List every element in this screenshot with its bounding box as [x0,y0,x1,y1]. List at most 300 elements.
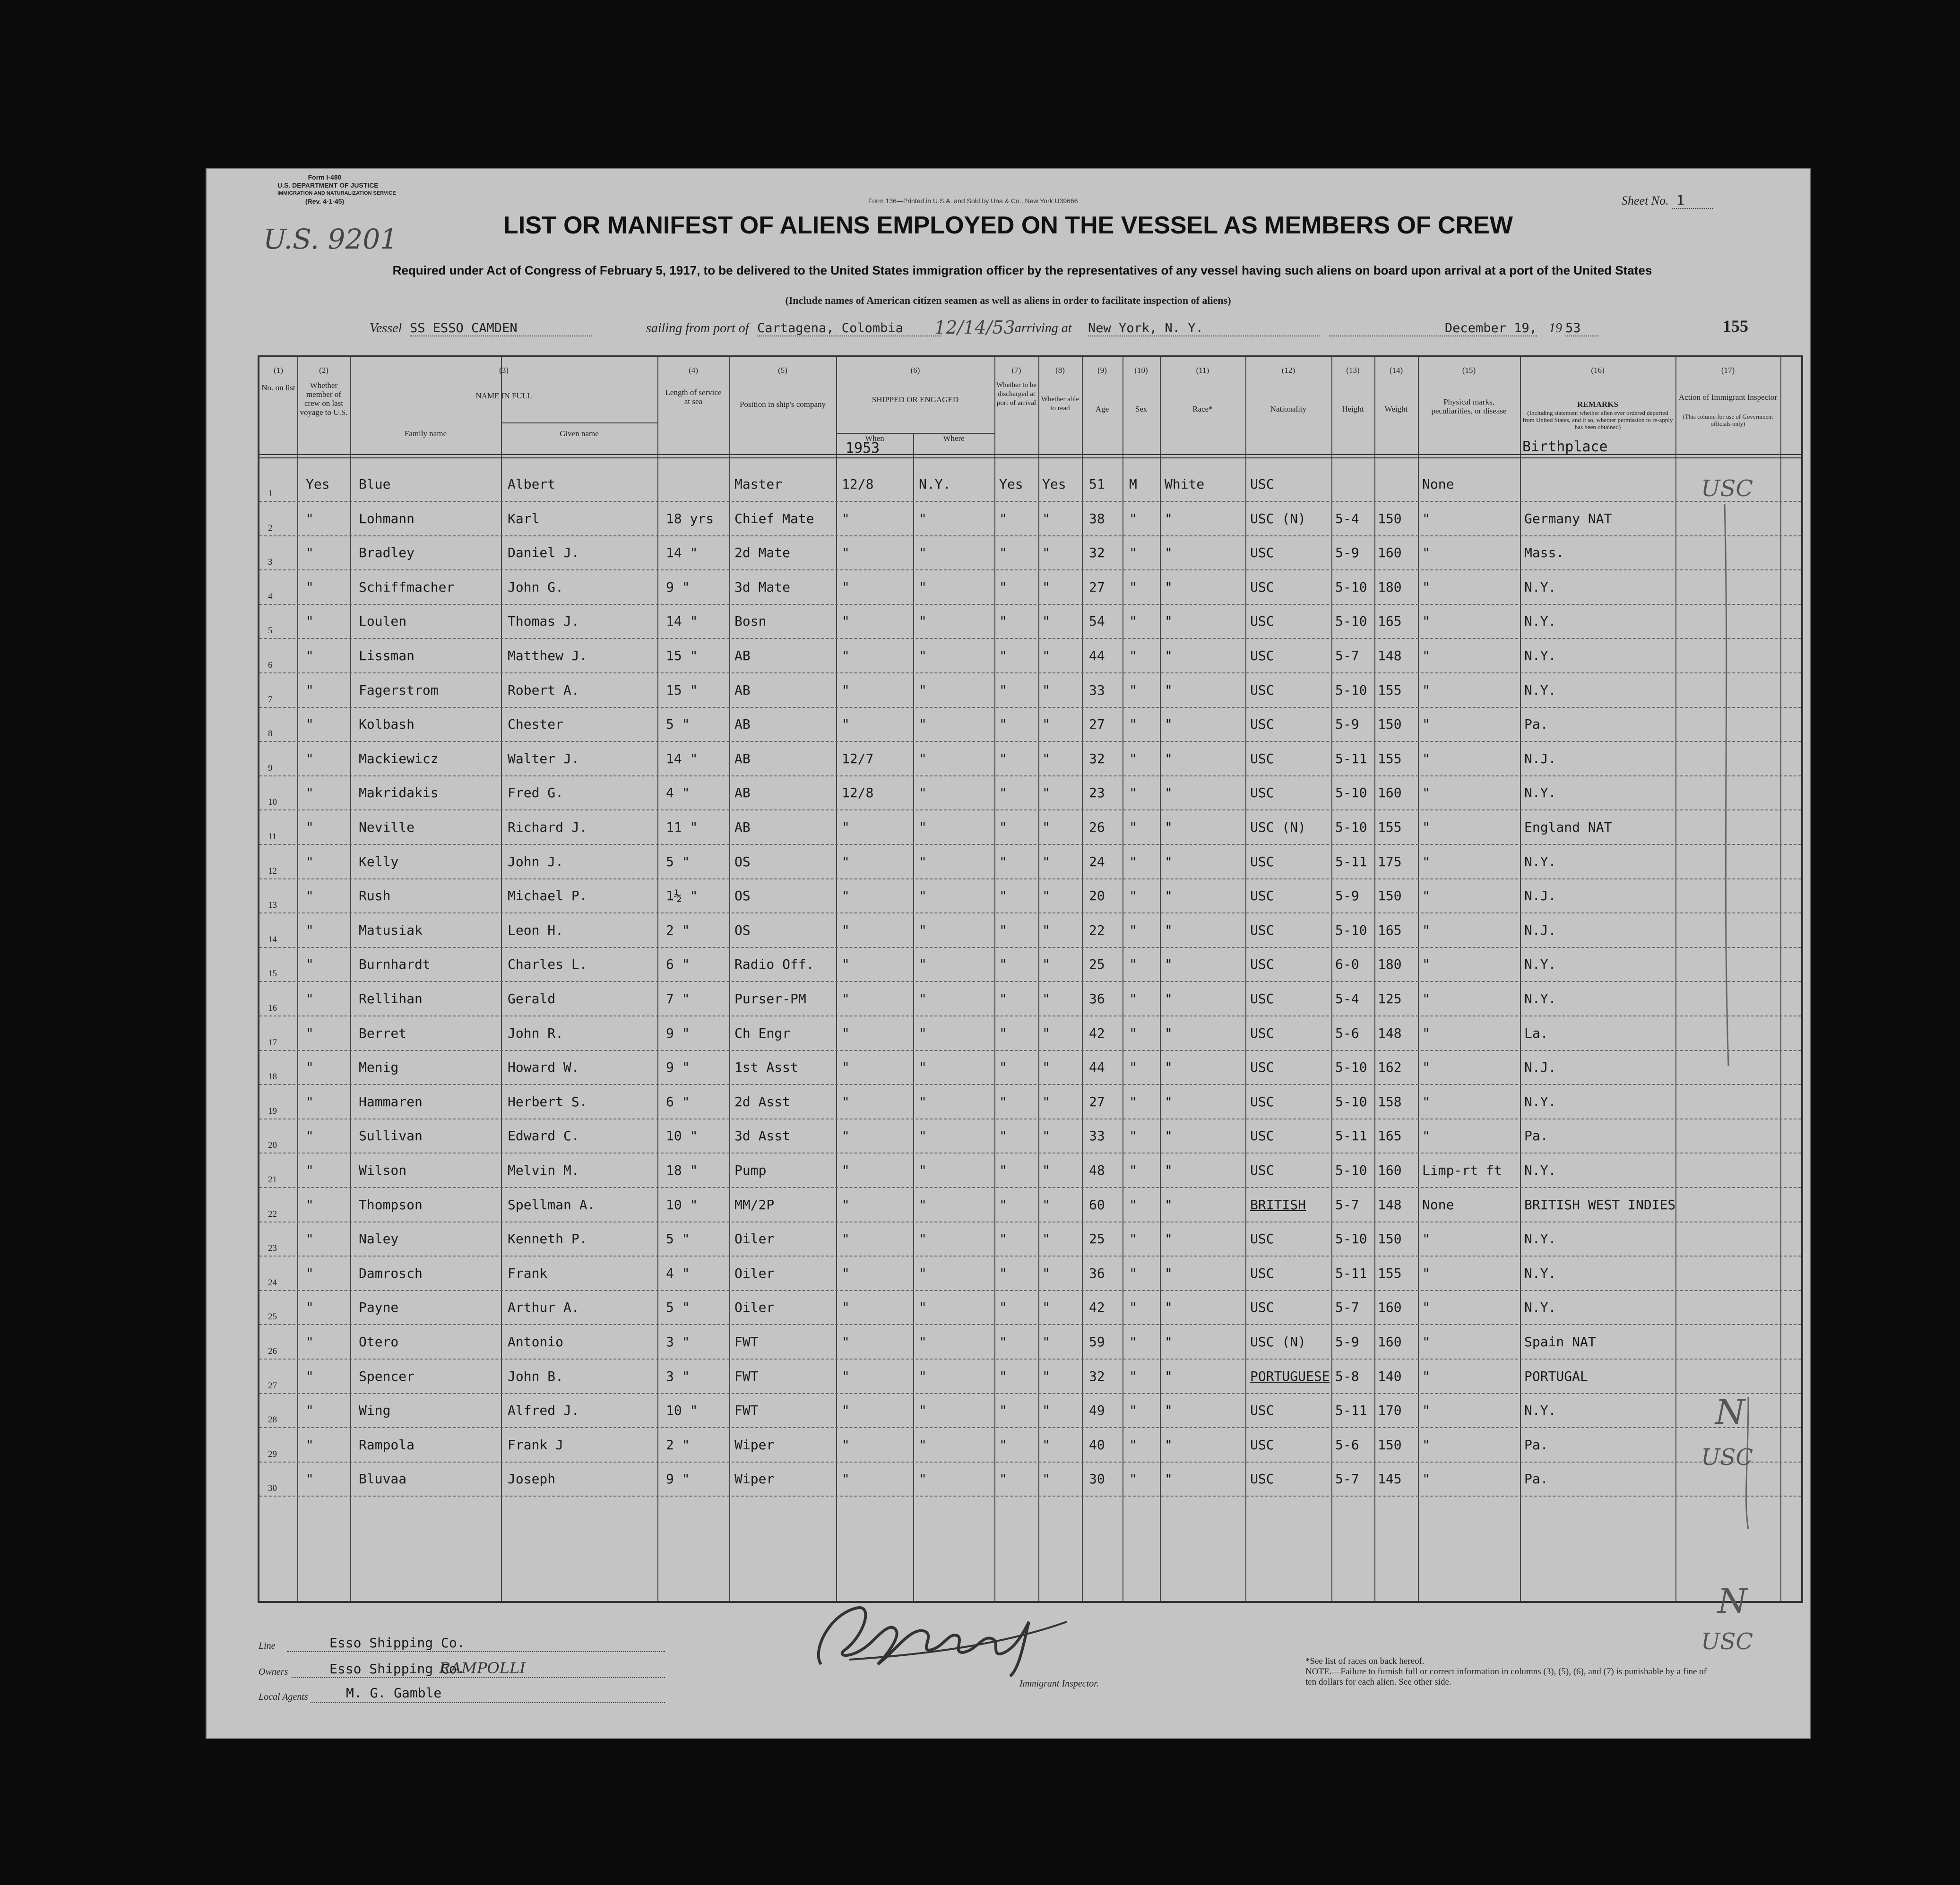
cell-family: Kelly [359,853,399,869]
cell-when: " [842,1300,850,1316]
cell-sex: " [1129,853,1137,869]
cell-when: " [842,1196,850,1213]
cell-service: 18 yrs [666,510,714,526]
cell-service: 15 " [666,648,698,663]
col15-num: (15) [1462,366,1476,375]
cell-service: 2 " [666,922,690,938]
cell-position: FWT [734,1334,759,1350]
service: IMMIGRATION AND NATURALIZATION SERVICE [277,190,396,196]
cell-given: Howard W. [508,1059,579,1076]
vessel-label: Vessel [370,321,402,336]
cell-when: " [842,888,850,904]
cell-position: AB [734,716,751,732]
cell-family: Naley [359,1231,399,1247]
cell-read: " [1042,1128,1050,1144]
cell-nat: USC [1250,1471,1274,1487]
cell-nat: USC (N) [1250,819,1306,835]
cell-service: 5 " [666,1231,690,1247]
cell-position: AB [734,648,751,663]
col13-num: (13) [1346,366,1360,375]
cell-weight: 148 [1378,648,1402,663]
cell-nat: USC [1250,579,1274,595]
cell-marks: " [1422,1471,1430,1487]
cell-nat: USC [1250,1059,1274,1076]
row-number: 21 [268,1175,277,1185]
cell-nat: USC [1250,750,1274,766]
cell-race: White [1165,476,1205,492]
sheet-label: Sheet No. [1621,194,1669,207]
cell-weight: 165 [1378,1128,1402,1144]
col12-num: (12) [1281,366,1295,375]
cell-position: 2d Asst [734,1093,791,1110]
cell-age: 49 [1089,1403,1105,1419]
agents-label: Local Agents [259,1692,308,1702]
cell-last: " [306,682,314,698]
cell-nat: USC (N) [1250,510,1306,526]
cell-age: 40 [1089,1437,1105,1453]
cell-age: 32 [1089,545,1105,561]
cell-service: 14 " [666,545,698,561]
cell-weight: 155 [1378,1265,1402,1281]
cell-given: Walter J. [508,750,579,766]
sheet-number [1622,192,1713,208]
page-title: LIST OR MANIFEST OF ALIENS EMPLOYED ON THE VESSEL AS MEMBERS OF CREW [503,212,1513,239]
col5-num: (5) [778,366,787,375]
cell-marks: " [1422,1093,1430,1110]
cell-race: " [1165,1093,1173,1110]
cell-sex: " [1129,1300,1137,1316]
cell-read: " [1042,613,1050,629]
cell-where: " [919,1265,927,1281]
cell-nat: USC [1250,1300,1274,1316]
cell-marks: " [1422,991,1430,1007]
cell-weight: 150 [1378,510,1402,526]
cell-family: Fagerstrom [359,682,439,698]
cell-remarks: N.Y. [1524,1403,1556,1419]
cell-remarks: N.Y. [1524,682,1556,698]
line-value: Esso Shipping Co. [329,1635,465,1651]
col8-num: (8) [1055,366,1065,375]
cell-remarks: N.J. [1524,750,1556,766]
cell-weight: 160 [1378,1300,1402,1316]
cell-height: 5-7 [1335,1196,1359,1213]
cell-last: " [306,819,314,835]
cell-sex: " [1129,648,1137,663]
cell-read: " [1042,853,1050,869]
cell-read: " [1042,1025,1050,1041]
cell-sex: " [1129,682,1137,698]
cell-read: " [1042,648,1050,663]
cell-read: " [1042,1368,1050,1384]
row-number: 6 [268,660,273,670]
voyage-line [370,317,1740,340]
cell-when: " [842,1403,850,1419]
cell-last: " [306,1128,314,1144]
cell-race: " [1165,888,1173,904]
cell-position: AB [734,785,751,801]
cell-marks: " [1422,1300,1430,1316]
cell-position: FWT [734,1403,759,1419]
cell-disch: " [999,1300,1007,1316]
cell-read: " [1042,922,1050,938]
cell-read: " [1042,1471,1050,1487]
department: U.S. DEPARTMENT OF JUSTICE [277,181,379,189]
form-id-block [277,173,396,206]
cell-race: " [1165,922,1173,938]
cell-given: Fred G. [508,785,564,801]
cell-given: Arthur A. [508,1300,579,1316]
cell-weight: 150 [1378,1437,1402,1453]
cell-last: " [306,785,314,801]
cell-weight: 165 [1378,922,1402,938]
row-number: 17 [268,1037,277,1048]
cell-sex: " [1129,819,1137,835]
cell-service: 14 " [666,750,698,766]
cell-age: 44 [1089,648,1105,663]
cell-given: Robert A. [508,682,579,698]
cell-race: " [1165,682,1173,698]
col10-header: Sex [1135,405,1148,413]
cell-service: 9 " [666,579,690,595]
cell-when: " [842,1265,850,1281]
cell-weight: 160 [1378,1162,1402,1178]
cell-sex: " [1129,1196,1137,1213]
cell-service: 6 " [666,956,690,973]
cell-read: " [1042,1093,1050,1110]
manifest-sheet [206,168,1811,1739]
cell-disch: " [999,510,1007,526]
cell-disch: " [999,991,1007,1007]
cell-where: " [919,1025,927,1041]
cell-service: 2 " [666,1437,690,1453]
cell-race: " [1165,1437,1173,1453]
cell-remarks: Spain NAT [1524,1334,1596,1350]
col3-header: NAME IN FULL [475,391,532,400]
cell-sex: " [1129,1471,1137,1487]
cell-read: " [1042,1437,1050,1453]
cell-last: " [306,1368,314,1384]
row-number: 28 [268,1415,277,1425]
cell-when: " [842,648,850,663]
cell-where: " [919,750,927,766]
cell-last: Yes [306,476,330,492]
cell-where: " [919,853,927,869]
cell-when: " [842,716,850,732]
cell-height: 5-10 [1335,1093,1367,1110]
inspector-mark-row23: USC [1701,1444,1753,1471]
cell-weight: 180 [1378,956,1402,973]
cell-when: " [842,579,850,595]
cell-family: Thompson [359,1196,423,1213]
inspector-mark-row1: USC [1701,475,1753,502]
cell-family: Spencer [359,1368,415,1384]
cell-when: " [842,1368,850,1384]
col16-subheader: (Including statement whether alien ever ordered deported from United States, and if so, whether permission to re-apply has been obtained) [1522,409,1673,430]
col16-header: REMARKS [1577,400,1618,409]
cell-service: 3 " [666,1334,690,1350]
sailing-port: Cartagena, Colombia [757,321,941,336]
revision: (Rev. 4-1-45) [305,198,345,205]
cell-service: 5 " [666,1300,690,1316]
cell-remarks: N.Y. [1524,785,1556,801]
cell-age: 60 [1089,1196,1105,1213]
cell-service: 9 " [666,1025,690,1041]
row-number: 22 [268,1209,277,1219]
col6-header: SHIPPED OR ENGAGED [872,395,959,404]
cell-last: " [306,1196,314,1213]
cell-race: " [1165,510,1173,526]
cell-where: " [919,648,927,663]
col17-subheader: (This column for use of Government officials only) [1683,413,1773,427]
cell-weight: 155 [1378,682,1402,698]
cell-where: " [919,510,927,526]
cell-family: Lissman [359,648,415,663]
cell-height: 5-10 [1335,682,1367,698]
col12-header: Nationality [1270,405,1307,413]
cell-remarks: N.J. [1524,922,1556,938]
cell-service: 9 " [666,1059,690,1076]
cell-nat: USC [1250,613,1274,629]
cell-height: 5-11 [1335,853,1367,869]
cell-remarks: Pa. [1524,1128,1548,1144]
stamp-number: 155 [1723,317,1748,336]
cell-last: " [306,1231,314,1247]
cell-weight: 145 [1378,1471,1402,1487]
cell-given: Antonio [508,1334,564,1350]
cell-race: " [1165,991,1173,1007]
cell-when: " [842,1128,850,1144]
col1-header: No. on list [261,383,295,392]
cell-last: " [306,991,314,1007]
cell-family: Burnhardt [359,956,431,973]
cell-when: 12/8 [842,476,874,492]
cell-sex: " [1129,750,1137,766]
cell-weight: 158 [1378,1093,1402,1110]
cell-remarks: BRITISH WEST INDIES [1524,1196,1676,1213]
cell-age: 26 [1089,819,1105,835]
cell-height: 5-10 [1335,1231,1367,1247]
cell-service: 5 " [666,853,690,869]
cell-disch: " [999,1231,1007,1247]
cell-position: Radio Off. [734,956,814,973]
cell-height: 5-6 [1335,1437,1359,1453]
cell-height: 5-10 [1335,579,1367,595]
cell-where: " [919,819,927,835]
cell-race: " [1165,545,1173,561]
arrival-date: December 19, [1329,321,1537,336]
cell-height: 5-10 [1335,785,1367,801]
cell-read: " [1042,956,1050,973]
cell-read: " [1042,716,1050,732]
cell-marks: " [1422,545,1430,561]
row-number: 5 [268,626,273,636]
birthplace-heading: Birthplace [1522,439,1608,455]
cell-sex: " [1129,716,1137,732]
cell-disch: " [999,648,1007,663]
cell-where: " [919,1231,927,1247]
row-number: 9 [268,763,273,773]
cell-disch: " [999,1265,1007,1281]
row-number: 30 [268,1483,277,1494]
row-number: 10 [268,797,277,808]
col17-num: (17) [1721,366,1735,375]
row-number: 14 [268,934,277,945]
cell-family: Damrosch [359,1265,423,1281]
cell-last: " [306,956,314,973]
cell-when: " [842,1025,850,1041]
owners-value: Esso Shipping Co. [329,1661,465,1677]
cell-position: Purser-PM [734,991,806,1007]
cell-last: " [306,888,314,904]
cell-read: " [1042,1334,1050,1350]
cell-last: " [306,1403,314,1419]
cell-height: 5-9 [1335,888,1359,904]
cell-where: " [919,1162,927,1178]
cell-age: 32 [1089,750,1105,766]
cell-when: " [842,510,850,526]
cell-given: Richard J. [508,819,587,835]
cell-race: " [1165,1334,1173,1350]
cell-race: " [1165,956,1173,973]
cell-disch: " [999,956,1007,973]
inspector-signature [802,1593,1076,1678]
cell-nat: USC [1250,1128,1274,1144]
family-name-header: Family name [404,429,447,438]
col5-header: Position in ship's company [739,400,826,409]
cell-when: " [842,1471,850,1487]
cell-where: " [919,716,927,732]
cell-position: 1st Asst [734,1059,798,1076]
cell-age: 36 [1089,1265,1105,1281]
cell-read: " [1042,1162,1050,1178]
cell-weight: 148 [1378,1196,1402,1213]
cell-where: " [919,888,927,904]
cell-height: 5-4 [1335,510,1359,526]
cell-remarks: N.Y. [1524,1265,1556,1281]
cell-service: 9 " [666,1471,690,1487]
cell-read: " [1042,545,1050,561]
cell-when: " [842,1093,850,1110]
cell-remarks: N.Y. [1524,1300,1556,1316]
cell-marks: None [1422,476,1454,492]
cell-given: John G. [508,579,564,595]
cell-weight: 140 [1378,1368,1402,1384]
cell-race: " [1165,1059,1173,1076]
cell-age: 48 [1089,1162,1105,1178]
note-penalty: NOTE.—Failure to furnish full or correct information in columns (3), (5), (6), and (7) is punishable by a fine of ten dollars for each alien. See other side. [1305,1667,1707,1687]
cell-read: " [1042,1196,1050,1213]
cell-age: 33 [1089,682,1105,698]
col16-num: (16) [1591,366,1605,375]
cell-race: " [1165,1403,1173,1419]
cell-given: Melvin M. [508,1162,579,1178]
cell-service: 18 " [666,1162,698,1178]
cell-age: 38 [1089,510,1105,526]
cell-last: " [306,1265,314,1281]
rampola-handwritten-correction: RAMPOLLI [439,1659,526,1677]
cell-read: " [1042,510,1050,526]
cell-where: " [919,1059,927,1076]
cell-weight: 160 [1378,785,1402,801]
cell-sex: " [1129,991,1137,1007]
cell-sex: " [1129,1265,1137,1281]
cell-last: " [306,1471,314,1487]
year-prefix: 19 [1549,321,1562,336]
row-number: 29 [268,1449,277,1459]
cell-marks: None [1422,1196,1454,1213]
cell-race: " [1165,1162,1173,1178]
cell-family: Schiffmacher [359,579,455,595]
cell-position: Ch Engr [734,1025,791,1041]
cell-age: 36 [1089,991,1105,1007]
shipped-year: 1953 [846,440,880,456]
agents-value: M. G. Gamble [346,1685,442,1701]
cell-position: 3d Mate [734,579,791,595]
cell-where: " [919,579,927,595]
cell-when: " [842,1059,850,1076]
cell-marks: " [1422,853,1430,869]
cell-weight: 125 [1378,991,1402,1007]
cell-weight: 175 [1378,853,1402,869]
cell-nat: USC [1250,545,1274,561]
cell-disch: " [999,716,1007,732]
cell-weight: 165 [1378,613,1402,629]
cell-sex: " [1129,785,1137,801]
cell-marks: " [1422,1334,1430,1350]
cell-nat: USC (N) [1250,1334,1306,1350]
col9-header: Age [1095,405,1109,413]
cell-sex: " [1129,1059,1137,1076]
cell-age: 32 [1089,1368,1105,1384]
cell-read: " [1042,682,1050,698]
row-number: 24 [268,1277,277,1288]
cell-position: Master [734,476,783,492]
cell-given: John B. [508,1368,564,1384]
cell-marks: " [1422,1368,1430,1384]
cell-last: " [306,613,314,629]
col3-num: (3) [499,366,509,375]
sailing-date-handwritten: 12/14/53 [934,317,1015,338]
cell-given: Spellman A. [508,1196,596,1213]
cell-height: 5-7 [1335,1471,1359,1487]
cell-disch: " [999,922,1007,938]
cell-nat: USC [1250,888,1274,904]
row-number: 16 [268,1003,277,1013]
cell-when: " [842,1231,850,1247]
cell-family: Rush [359,888,391,904]
cell-when: " [842,613,850,629]
cell-when: " [842,682,850,698]
row-number: 8 [268,729,273,739]
cell-remarks: La. [1524,1025,1548,1041]
cell-sex: " [1129,1162,1137,1178]
arrival-port: New York, N. Y. [1088,321,1320,336]
cell-nat: USC [1250,1093,1274,1110]
cell-read: " [1042,991,1050,1007]
cell-service: 6 " [666,1093,690,1110]
cell-marks: " [1422,956,1430,973]
inspector-tick-lines [259,357,1801,1601]
inspector-label: Immigrant Inspector. [1019,1678,1099,1689]
cell-disch: " [999,819,1007,835]
cell-race: " [1165,1300,1173,1316]
cell-disch: " [999,888,1007,904]
cell-race: " [1165,853,1173,869]
cell-last: " [306,1093,314,1110]
cell-weight: 162 [1378,1059,1402,1076]
col17-header: Action of Immigrant Inspector [1678,393,1778,402]
row-number: 25 [268,1312,277,1322]
